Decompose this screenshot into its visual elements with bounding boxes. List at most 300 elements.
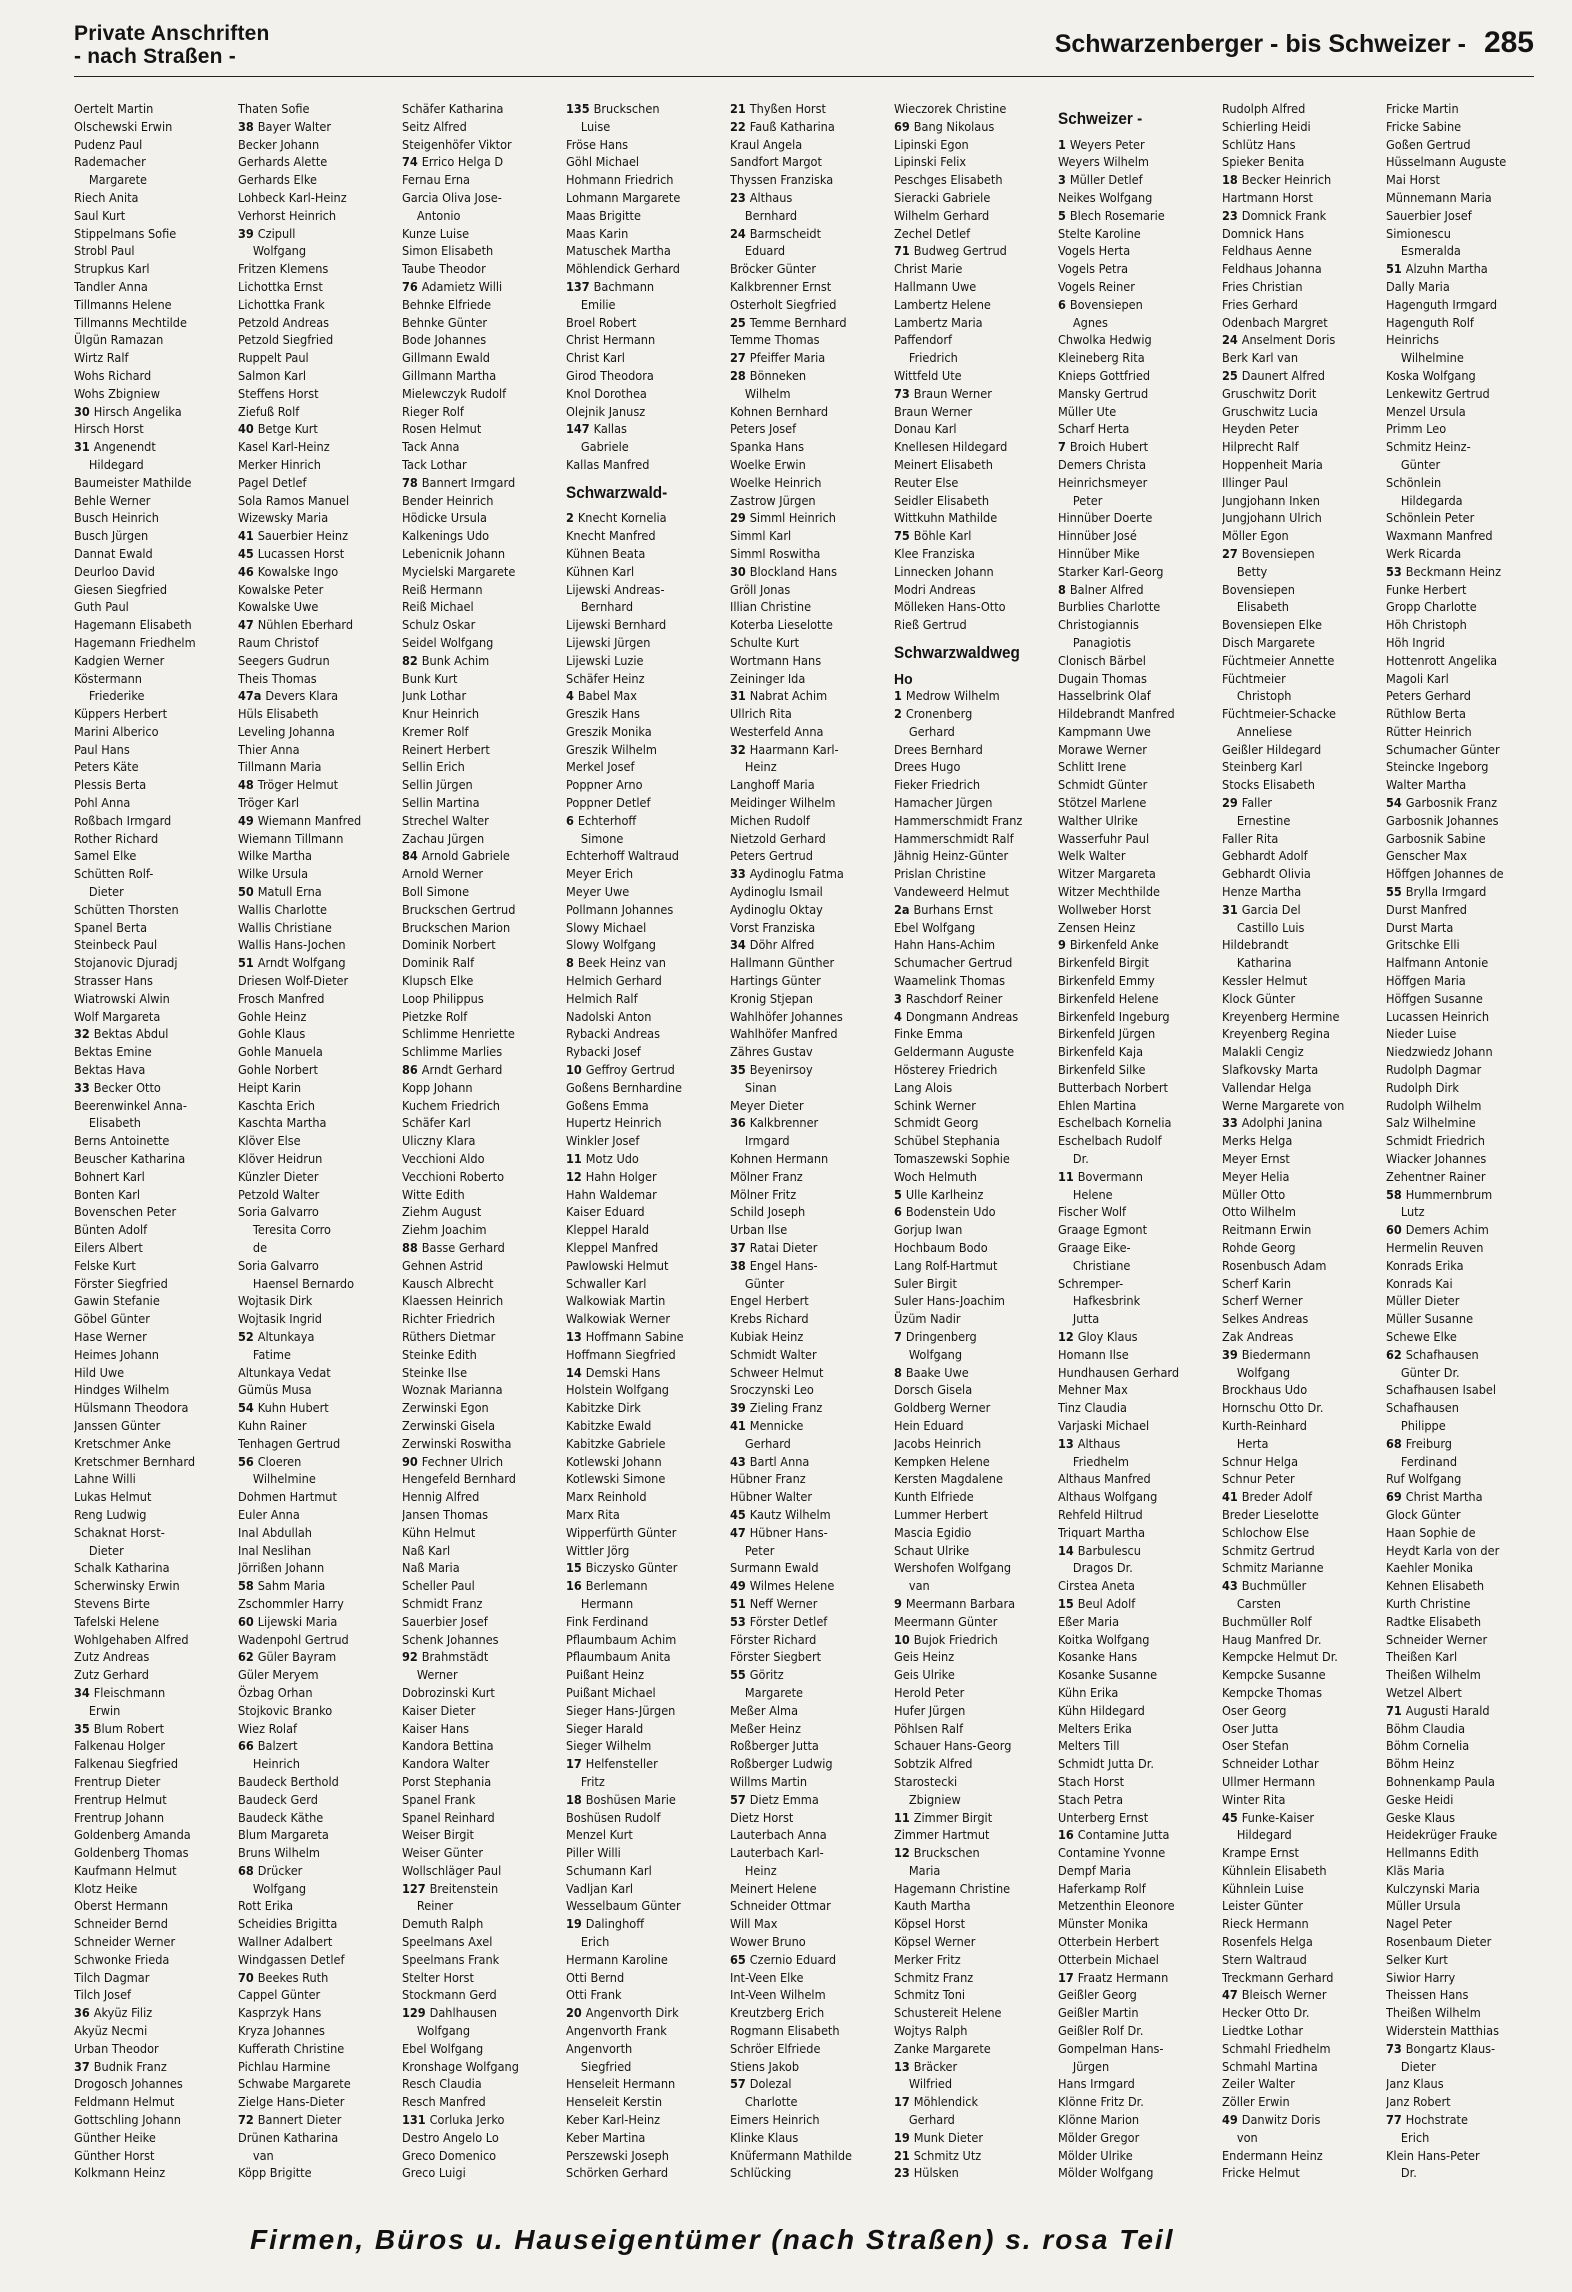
resident-entry [402,1062,555,1080]
resident-entry: Gohle Heinz [238,1009,307,1024]
resident-entry: Ruf Wolfgang [1386,1472,1462,1487]
resident-name: Cronenberg [905,707,973,722]
entry-continuation: Peter [744,1543,775,1558]
resident-entry: Knieps Gottfried [1058,368,1151,383]
resident-entry [1222,1578,1375,1596]
resident-entry: Hoffmann Siegfried [566,1347,676,1362]
house-number: 51 [238,956,258,971]
resident-entry: Walkowiak Werner [566,1312,671,1327]
resident-entry: Kretschmer Anke [74,1436,171,1451]
resident-entry: Schweer Helmut [730,1365,824,1380]
resident-entry: Rütter Heinrich [1386,724,1472,739]
resident-entry: Zimmer Hartmut [894,1828,990,1843]
resident-entry: Suler Birgit [894,1276,957,1291]
resident-entry: Schafhausen Isabel [1386,1383,1497,1398]
resident-entry: Schönlein Peter [1386,511,1475,526]
house-number: 60 [238,1614,258,1629]
resident-entry: Resch Manfred [402,2095,486,2110]
entry-continuation: Heinrich [252,1757,300,1772]
resident-entry: Selker Kurt [1386,1952,1448,1967]
house-number: 15 [566,1561,586,1576]
resident-entry: Berns Antoinette [74,1134,170,1149]
resident-entry: Thyssen Franziska [730,173,834,188]
resident-entry: Seidler Elisabeth [894,493,990,508]
resident-entry: Schink Werner [894,1098,976,1113]
resident-entry: Birkenfeld Kaja [1058,1045,1144,1060]
house-number: 3 [894,991,906,1006]
house-number: 23 [1222,208,1242,223]
resident-name: Akyüz Filiz [93,2006,153,2021]
resident-entry: Slafkovsky Marta [1222,1063,1319,1078]
resident-entry: Meinert Helene [730,1881,817,1896]
resident-entry: Birkenfeld Ingeburg [1058,1009,1170,1024]
resident-entry: Lijewski Jürgen [566,635,651,650]
resident-name: Schafhausen [1405,1347,1479,1362]
resident-entry: Peters Gerhard [1386,689,1471,704]
house-number: 47 [730,1525,750,1540]
resident-entry: Wittler Jörg [566,1543,630,1558]
resident-name: Beekes Ruth [257,1970,329,1985]
directory-column [1386,101,1550,2184]
resident-entry [238,1329,391,1347]
resident-entry: Wollweber Horst [1058,902,1151,917]
resident-entry: Steffens Horst [238,386,319,401]
resident-entry [730,1062,883,1080]
resident-entry: Theissen Hans [1386,1988,1469,2003]
resident-entry: Treckmann Gerhard [1222,1970,1334,1985]
directory-column [74,101,238,2184]
house-number: 51 [730,1596,750,1611]
house-number: 58 [1386,1187,1406,1202]
house-number: 90 [402,1454,422,1469]
resident-name: Faller [1241,796,1273,811]
resident-entry: Tomaszewski Sophie [894,1152,1010,1167]
entry-continuation: Wilhelmine [252,1472,316,1487]
resident-name: Wiemann Manfred [257,813,362,828]
resident-entry: Meyer Uwe [566,885,630,900]
resident-entry [238,777,391,795]
resident-entry: Knur Heinrich [402,707,480,722]
resident-entry: Gillmann Ewald [402,351,490,366]
resident-entry: Prislan Christine [894,867,986,882]
resident-entry: Schneider Bernd [74,1917,168,1932]
resident-entry: Schlochow Else [1222,1525,1310,1540]
resident-entry: Marx Rita [566,1507,620,1522]
resident-entry: Int-Veen Wilhelm [730,1988,826,2003]
directory-column [402,101,566,2184]
resident-entry: Wirtz Ralf [74,351,129,366]
resident-entry: Petzold Andreas [238,315,330,330]
resident-entry: Hochbaum Bodo [894,1241,988,1255]
entry-continuation: Charlotte [744,2095,798,2110]
resident-entry: Kopp Johann [402,1080,473,1095]
resident-name: Temme Bernhard [749,315,847,330]
resident-entry: Lang Rolf-Hartmut [894,1258,998,1273]
resident-entry: Speelmans Frank [402,1952,500,1967]
resident-entry: Vecchioni Roberto [402,1169,505,1184]
entry-continuation: Siegfried [580,2059,632,2074]
resident-entry: Kaufmann Helmut [74,1863,177,1878]
resident-entry: Wittfeld Ute [894,368,962,383]
resident-entry [402,1649,555,1667]
resident-name: Biedermann [1241,1347,1311,1362]
resident-entry [730,1454,883,1472]
resident-name: Haarmann Karl- [749,742,839,757]
resident-entry: Witzer Mechthilde [1058,885,1161,900]
entry-continuation: Teresita Corro [252,1223,331,1238]
resident-entry: Lijewski Andreas- [566,582,665,597]
resident-entry: Schmitz Gertrud [1222,1543,1315,1558]
resident-entry [402,2112,555,2130]
house-number: 21 [894,2148,914,2163]
house-number: 14 [1058,1543,1078,1558]
resident-entry: Wollschläger Paul [402,1863,502,1878]
house-number: 38 [238,119,258,134]
resident-entry: Verhorst Heinrich [238,208,337,223]
resident-entry: Tack Lothar [402,457,467,472]
resident-name: Barmscheidt [749,226,822,241]
resident-entry: Hartings Günter [730,974,821,989]
resident-entry [1222,1115,1375,1133]
resident-entry: Walkowiak Martin [566,1294,666,1309]
resident-entry: Gebhardt Adolf [1222,849,1308,864]
resident-entry: Frentrup Johann [74,1810,165,1825]
resident-entry: Stippelmans Sofie [74,226,177,241]
resident-entry: Wilke Ursula [238,867,309,882]
resident-entry: Tilch Dagmar [74,1970,150,1985]
resident-entry [730,315,883,333]
resident-entry: Merker Fritz [894,1952,961,1967]
resident-entry: Destro Angelo Lo [402,2130,499,2145]
resident-entry [74,404,227,422]
resident-entry: Disch Margarete [1222,635,1315,650]
resident-entry: Dugain Thomas [1058,671,1147,686]
resident-entry: Werne Margarete von [1222,1098,1345,1113]
resident-entry: Greszik Monika [566,724,652,739]
resident-entry: Endermann Heinz [1222,2148,1323,2163]
resident-entry: Fernau Erna [402,173,471,188]
resident-entry: Hein Eduard [894,1418,964,1433]
resident-entry [894,2148,1047,2166]
resident-entry [894,386,1047,404]
resident-entry: Schremper- [1058,1276,1124,1291]
resident-entry [402,154,555,172]
house-number: 49 [238,813,258,828]
resident-entry: Merkel Josef [566,760,635,775]
entry-continuation: Wolfgang [416,2024,471,2039]
resident-entry: Woelke Heinrich [730,475,822,490]
resident-entry: Göbel Günter [74,1312,150,1327]
resident-entry: Witte Edith [402,1187,465,1202]
resident-entry: Kaschta Erich [238,1098,315,1113]
resident-name: Sauerbier Heinz [257,529,349,544]
house-number: 66 [238,1739,258,1754]
resident-entry: Hammerschmidt Ralf [894,831,1014,846]
resident-entry: Wizewsky Maria [238,511,329,526]
resident-entry: Pawlowski Helmut [566,1258,669,1273]
resident-entry: Contamine Yvonne [1058,1846,1166,1861]
house-number: 35 [74,1721,94,1736]
resident-name: Betge Kurt [257,422,318,437]
resident-name: Alzuhn Martha [1405,262,1488,277]
house-number: 53 [730,1614,750,1629]
resident-entry: Eschelbach Kornelia [1058,1116,1172,1131]
resident-entry: Hild Uwe [74,1365,125,1380]
resident-entry: Lohmann Margarete [566,190,681,205]
resident-entry: Funke Herbert [1386,582,1467,597]
resident-entry: Helmich Ralf [566,991,638,1006]
resident-entry [566,955,719,973]
resident-entry: Birkenfeld Birgit [1058,956,1149,971]
house-number: 27 [730,351,750,366]
entry-continuation: Wolfgang [252,1881,307,1896]
resident-entry [730,1258,883,1276]
resident-name: Berlemann [585,1579,648,1594]
resident-entry: Pohl Anna [74,796,131,811]
resident-entry: Paul Hans [74,742,130,757]
resident-entry: Zöller Erwin [1222,2095,1290,2110]
resident-entry: Pietzke Rolf [402,1009,468,1024]
resident-entry: Seitz Alfred [402,119,467,134]
resident-entry: Sobtzik Alfred [894,1757,973,1772]
house-number: 92 [402,1650,422,1665]
resident-entry: Geißler Rolf Dr. [1058,2024,1144,2039]
resident-entry: Klupsch Elke [402,974,474,989]
resident-entry: Schulz Oskar [402,618,476,633]
resident-entry: Frentrup Helmut [74,1792,167,1807]
resident-entry [1058,172,1211,190]
resident-entry: Faller Rita [1222,831,1279,846]
resident-entry: Schneider Lothar [1222,1757,1319,1772]
resident-name: Engel Hans- [749,1258,818,1273]
resident-name: Angenendt [93,440,156,455]
resident-entry: Frentrup Dieter [74,1774,161,1789]
entry-continuation: Castillo Luis [1236,920,1305,935]
resident-entry: Slowy Michael [566,920,647,935]
resident-name: Czipull [257,226,296,241]
resident-entry: Althaus Wolfgang [1058,1490,1158,1505]
house-number: 53 [1386,564,1406,579]
house-number: 30 [730,564,750,579]
resident-entry: Breder Lieselotte [1222,1507,1319,1522]
house-number: 47 [1222,1988,1242,2003]
resident-entry: Sellin Erich [402,760,465,775]
resident-entry [566,421,719,439]
resident-entry: Kaiser Eduard [566,1205,645,1220]
resident-entry: Lambertz Maria [894,315,983,330]
resident-entry: Henseleit Kerstin [566,2095,663,2110]
resident-entry: Raum Christof [238,635,319,650]
resident-entry: Hagemann Friedhelm [74,635,196,650]
resident-entry [894,119,1047,137]
resident-entry: Behle Werner [74,493,151,508]
house-number: 47 [238,618,258,633]
resident-entry: Magoli Karl [1386,671,1449,686]
resident-entry: Klock Günter [1222,991,1296,1006]
entry-continuation: Simone [580,831,624,846]
resident-entry: Kretschmer Bernhard [74,1454,196,1469]
resident-name: Cloeren [257,1454,302,1469]
resident-entry: Höffgen Johannes de [1386,867,1504,882]
house-number: 73 [894,386,914,401]
resident-entry: Woznak Marianna [402,1383,503,1398]
resident-entry: Schaut Ulrike [894,1543,970,1558]
resident-entry: Meyer Ernst [1222,1152,1290,1167]
resident-entry [730,1614,883,1632]
resident-entry [894,243,1047,261]
resident-entry: Wallis Hans-Jochen [238,938,346,953]
resident-entry: Sellin Martina [402,796,480,811]
entry-continuation: Bernhard [580,600,634,615]
resident-entry: Schewe Elke [1386,1329,1457,1344]
resident-entry: Ullmer Hermann [1222,1774,1316,1789]
resident-entry: Köpp Brigitte [238,2166,312,2181]
house-number: 39 [1222,1347,1242,1362]
resident-entry: Int-Veen Elke [730,1970,804,1985]
resident-entry: Schmahl Martina [1222,2059,1318,2074]
resident-entry: Finke Emma [894,1027,963,1042]
resident-entry: Osterholt Siegfried [730,297,837,312]
directory-column [894,101,1058,2184]
resident-entry [730,510,883,528]
house-number: 7 [894,1329,906,1344]
resident-entry: Hinnüber José [1058,529,1137,544]
resident-name: Kowalske Ingo [257,564,339,579]
resident-entry: Vogels Petra [1058,262,1129,277]
resident-entry [238,421,391,439]
resident-name: Angenvorth Dirk [585,2006,679,2021]
resident-name: Blum Robert [93,1721,165,1736]
resident-entry: Schwabe Margarete [238,2077,351,2092]
resident-entry: Müller Susanne [1386,1312,1474,1327]
resident-entry [1222,1810,1375,1828]
resident-entry: Niedzwiedz Johann [1386,1045,1493,1060]
resident-entry: Dominik Ralf [402,956,475,971]
resident-entry: Hammerschmidt Franz [894,813,1023,828]
resident-entry: Wohlgehaben Alfred [74,1632,189,1647]
resident-entry [1386,1347,1539,1365]
resident-entry: Kreyenberg Hermine [1222,1009,1340,1024]
resident-name: Errico Helga D [421,155,504,170]
resident-entry: Domnick Hans [1222,226,1304,241]
resident-entry: Spanel Frank [402,1792,476,1807]
resident-entry: Hindges Wilhelm [74,1383,170,1398]
resident-entry: Hüls Elisabeth [238,707,319,722]
resident-entry [566,1916,719,1934]
resident-entry: Drogosch Johannes [74,2077,183,2092]
resident-entry: Jähnig Heinz-Günter [894,849,1009,864]
resident-entry: Wohs Richard [74,368,152,383]
resident-entry [74,2059,227,2077]
resident-entry [238,546,391,564]
resident-name: Brahmstädt [421,1650,489,1665]
street-heading: Schweizer - [1058,109,1143,128]
resident-entry: Winkler Josef [566,1134,640,1149]
resident-entry: Kühn Hildegard [1058,1703,1145,1718]
resident-entry: Mansky Gertrud [1058,386,1149,401]
resident-entry: Strupkus Karl [74,262,150,277]
resident-entry: Hase Werner [74,1329,147,1344]
resident-entry: Meyer Helia [1222,1169,1290,1184]
resident-entry [894,2094,1047,2112]
resident-name: Biczysko Günter [585,1561,678,1576]
resident-entry: Rieger Rolf [402,404,464,419]
resident-entry [402,475,555,493]
house-number: 16 [566,1579,586,1594]
resident-name: Adamietz Willi [421,279,503,294]
resident-entry: Zeininger Ida [730,671,806,686]
resident-entry [238,884,391,902]
resident-entry: Stelter Horst [402,1970,474,1985]
resident-entry: Leister Günter [1222,1899,1304,1914]
resident-name: Becker Otto [93,1080,161,1095]
house-number: 12 [1058,1329,1078,1344]
resident-entry [894,2059,1047,2077]
resident-entry: Gohle Norbert [238,1063,318,1078]
resident-entry: Malakli Cengiz [1222,1045,1304,1060]
resident-entry: Drünen Katharina [238,2130,339,2145]
resident-entry: Gruschwitz Dorit [1222,386,1317,401]
house-number: 32 [730,742,750,757]
resident-entry: Hahn Waldemar [566,1187,657,1202]
resident-entry: Kandora Bettina [402,1739,494,1754]
resident-entry: Burblies Charlotte [1058,600,1161,615]
resident-entry: Kühn Erika [1058,1685,1119,1700]
resident-entry: Geis Heinz [894,1650,955,1665]
entry-continuation: Fritz [580,1774,605,1789]
resident-name: Funke-Kaiser [1241,1810,1315,1825]
resident-entry: Hildebrandt Manfred [1058,707,1175,722]
resident-entry: Zachau Jürgen [402,831,485,846]
resident-entry: Theißen Wilhelm [1386,1668,1481,1683]
resident-entry: Eilers Albert [74,1241,143,1255]
directory-column [1058,101,1222,2184]
house-number: 55 [730,1668,750,1683]
resident-entry: Welk Walter [1058,849,1126,864]
resident-entry: Hilprecht Ralf [1222,440,1299,455]
resident-name: Tröger Helmut [257,778,339,793]
resident-entry: Stach Petra [1058,1792,1124,1807]
resident-entry: Schlimme Henriette [402,1027,515,1042]
resident-entry [730,1507,883,1525]
resident-entry: Fink Ferdinand [566,1614,649,1629]
resident-entry: Poppner Detlef [566,796,651,811]
resident-entry [566,1151,719,1169]
resident-name: Helfensteller [585,1757,658,1772]
resident-entry: Starostecki [894,1774,958,1789]
resident-entry: Gorjup Iwan [894,1223,963,1238]
resident-entry: Geis Ulrike [894,1668,955,1683]
resident-entry [730,742,883,760]
resident-entry: Sauerbier Josef [1386,208,1472,223]
resident-entry: Hundhausen Gerhard [1058,1365,1180,1380]
resident-entry: Henseleit Hermann [566,2077,676,2092]
entry-continuation: Christiane [1072,1258,1131,1273]
resident-entry: Müller Ursula [1386,1899,1461,1914]
resident-name: Basse Gerhard [421,1241,505,1255]
resident-entry: Mycielski Margarete [402,564,516,579]
house-number: 71 [894,244,914,259]
resident-entry: Hagemann Elisabeth [74,618,192,633]
resident-entry: Kowalske Peter [238,582,324,597]
entry-continuation: Ernestine [1236,813,1291,828]
resident-entry: Urban Ilse [730,1223,788,1238]
resident-entry: Demers Christa [1058,457,1147,472]
resident-entry: Roßbach Irmgard [74,813,172,828]
resident-name: Ulle Karlheinz [905,1187,984,1202]
resident-entry: Hartmann Horst [1222,190,1314,205]
resident-entry: Rudolph Wilhelm [1386,1098,1482,1113]
